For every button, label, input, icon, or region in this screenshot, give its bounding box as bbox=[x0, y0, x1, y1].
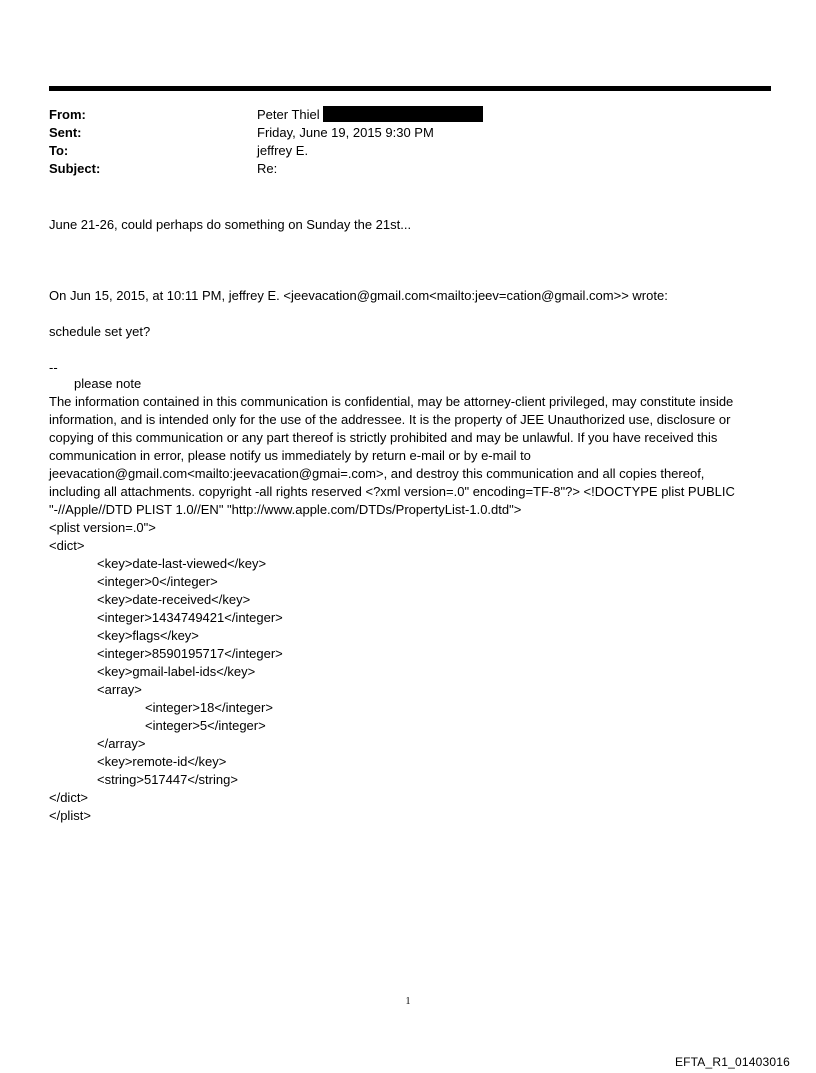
plist-line: <integer>5</integer> bbox=[145, 718, 266, 733]
plist-line: <key>date-last-viewed</key> bbox=[97, 556, 267, 571]
plist-block bbox=[49, 519, 283, 825]
subject-value: Re: bbox=[257, 161, 278, 176]
sent-label: Sent: bbox=[49, 125, 82, 140]
plist-line: <dict> bbox=[49, 538, 85, 553]
document-id: EFTA_R1_01403016 bbox=[674, 1055, 790, 1069]
to-label: To: bbox=[49, 143, 69, 158]
plist-line: </dict> bbox=[49, 790, 89, 805]
reply-text: June 21-26, could perhaps do something on Sunday the 21st... bbox=[49, 217, 412, 232]
from-name: Peter Thiel bbox=[257, 107, 320, 122]
top-rule bbox=[49, 86, 771, 91]
plist-line: <key>date-received</key> bbox=[97, 592, 251, 607]
quote-intro: On Jun 15, 2015, at 10:11 PM, jeffrey E. <jeevacation@gmail.com<mailto:jeev=cation@gmail.com>> wrote: bbox=[49, 288, 668, 303]
disclaimer-block bbox=[49, 375, 749, 519]
plist-line: <plist version=.0"> bbox=[49, 520, 156, 535]
plist-line: </plist> bbox=[49, 808, 91, 823]
plist-line: <key>flags</key> bbox=[97, 628, 199, 643]
plist-line: </array> bbox=[97, 736, 146, 751]
plist-line: <key>remote-id</key> bbox=[97, 754, 227, 769]
plist-line: <integer>0</integer> bbox=[97, 574, 218, 589]
signature-separator: -- bbox=[49, 360, 58, 375]
page-number: 1 bbox=[405, 996, 411, 1007]
subject-label: Subject: bbox=[49, 161, 101, 176]
sent-row bbox=[49, 124, 483, 142]
quoted-text: schedule set yet? bbox=[49, 324, 151, 339]
plist-line: <string>517447</string> bbox=[97, 772, 238, 787]
from-value bbox=[257, 106, 483, 124]
from-label: From: bbox=[49, 107, 86, 122]
email-header bbox=[49, 106, 483, 178]
from-row bbox=[49, 106, 483, 124]
subject-row bbox=[49, 160, 483, 178]
plist-line: <integer>1434749421</integer> bbox=[97, 610, 283, 625]
plist-line: <integer>8590195717</integer> bbox=[97, 646, 283, 661]
plist-line: <integer>18</integer> bbox=[145, 700, 273, 715]
sent-value: Friday, June 19, 2015 9:30 PM bbox=[257, 125, 434, 140]
plist-line: <array> bbox=[97, 682, 142, 697]
to-row bbox=[49, 142, 483, 160]
note-label: please note bbox=[74, 376, 142, 391]
plist-line: <key>gmail-label-ids</key> bbox=[97, 664, 256, 679]
to-value: jeffrey E. bbox=[257, 143, 309, 158]
redaction-box bbox=[323, 106, 483, 122]
disclaimer-text: The information contained in this communication is confidential, may be attorney-client privileged, may constitute inside information, and is intended only for the use of the addressee. It is the property of JEE Unauthorized use, disclosure or copying of this communication or any part thereof is strictly prohibited and may be unlawful. If you have received this communication in error, please notify us immediately by return e-mail or by e-mail to jeevacation@gmail.com<mailto:jeevacation@gmai=.com>, and destroy this communication and all copies thereof, including all attachments. copyright -all rights reserved <?xml version=.0" encoding=TF-8"?> <!DOCTYPE plist PUBLIC "-//Apple//DTD PLIST 1.0//EN" "http://www.apple.com/DTDs/PropertyList-1.0.dtd"> bbox=[49, 394, 735, 517]
